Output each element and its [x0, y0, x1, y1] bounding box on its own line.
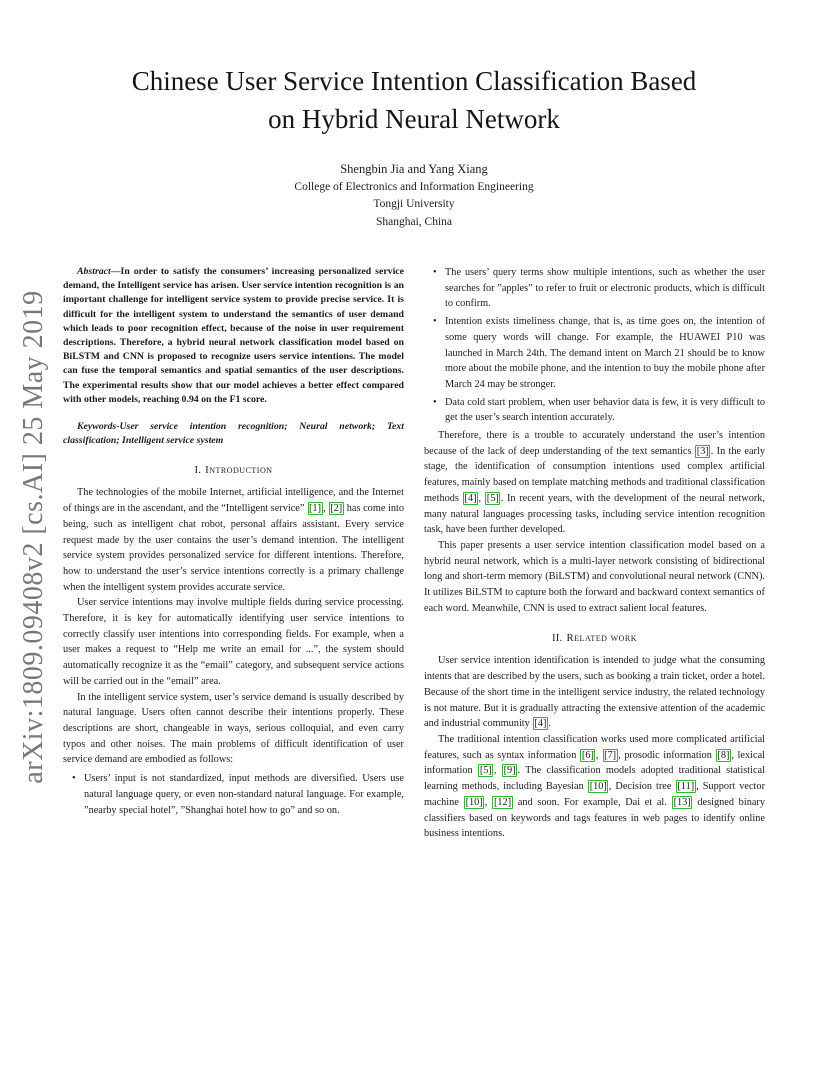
bullet-item: • Data cold start problem, when user behavior data is few, it is very difficult to get the user’s search intention accurately.: [445, 395, 765, 426]
citation-link[interactable]: [7]: [604, 749, 617, 761]
paragraph: The traditional intention classification works used more complicated artificial features, such as syntax information [6] , [7] , prosodic information [8] , lexical information [5] , [9] . The classification models adopted traditional statistical learning methods, including Bayesian [10] , Decision tree [11] , Support vector machine [10] , [12] and soon. For example, Dai et al. [13] designed binary classifiers based on keywords and tags features in web pages to identify online business intentions.: [424, 733, 765, 840]
citation-link[interactable]: [4]: [534, 718, 547, 730]
section-number: II.: [551, 632, 563, 645]
left-column: [63, 265, 404, 842]
citation-link[interactable]: [10]: [465, 796, 483, 808]
bullet-list: [424, 265, 765, 426]
section-heading-introduction: [63, 464, 404, 476]
citation-link[interactable]: [1]: [309, 503, 322, 515]
affiliation-city: Shanghai, China: [375, 215, 453, 228]
citation-link[interactable]: [6]: [581, 749, 594, 761]
section-heading-related-work: [424, 632, 765, 644]
bullet-item: • The users’ query terms show multiple intentions, such as whether the user searches for ”apples” to refer to fruit or electronic products, which is difficult to confirm.: [445, 265, 765, 312]
citation-link[interactable]: [11]: [677, 781, 695, 793]
right-column: [424, 265, 765, 842]
paragraph: User service intentions may involve multiple fields during service processing. Therefore, it is key for automatically identifying user service intentions to correctly classify user intentions into corresponding fields. For example, when a user makes a request to “Help me write an email for ...”, the system should automatically recognize it as the “email” category, and subsequent service actions will be carried out in the “email” area.: [63, 597, 404, 687]
citation-link[interactable]: [8]: [717, 749, 730, 761]
abstract-paragraph: Abstract—In order to satisfy the consumers’ increasing personalized service demand, the Intelligent service has arisen. User service intention recognition is an important challenge for intelligent service system to provide precise service. It is difficult for the intelligent system to understand the semantics of user demand which leads to poor recognition effect, because of the noise in user requirement descriptions. Therefore, a hybrid neural network classification model based on BiLSTM and CNN is proposed to recognize users service intentions. The model can fuse the temporal semantics and spatial semantics of the user descriptions. The experimental results show that our model achieves a better effect compared with other models, reaching 0.94 on the F1 score.: [63, 266, 404, 405]
affiliation-university: Tongji University: [373, 198, 455, 210]
paragraph: Therefore, there is a trouble to accurately understand the user’s intention because of the lack of deep understanding of the text semantics [3] . In the early stage, the identification of consumption intentions used complex artificial features, mainly based on template matching methods and traditional classification methods [4] , [5] . In recent years, with the development of the neural network, many natural languages processing tasks, including service intention recognition task, have been further developed.: [424, 430, 765, 536]
title-block: [0, 62, 828, 138]
paragraph: In the intelligent service system, user’s service demand is usually described by natural language. Users often cannot describe their intentions properly. These descriptions are short, changeable in ways, serious colloquial, and even carry typos and other noises. The main problems of difficult identification of user service demand are embodied as follows:: [63, 691, 404, 766]
bullet-item: • Users’ input is not standardized, input methods are diversified. Users use natural language query, or even non-standard natural language. For example, ”nearby special hotel”, ”Shanghai hotel how to go” and so on.: [84, 771, 404, 818]
section-number: I.: [194, 464, 202, 477]
bullet-list: [63, 771, 404, 818]
paragraph: The technologies of the mobile Internet, artificial intelligence, and the Internet of things are in the ascendant, and the “Intelligent service” [1] , [2] has come into being, such as intelligent chat robot, personal affairs assistant. Every service request made by the user contains the user’s demand intention. The intelligent service system provides personalized service for different intentions. Therefore, how to understand the user’s service intentions correctly is a primary challenge when the intelligent system provides accurate service.: [63, 487, 405, 593]
citation-link[interactable]: [9]: [503, 765, 516, 777]
section-title: Related work: [566, 632, 638, 645]
section-title: Introduction: [205, 464, 273, 477]
affiliation-college: College of Electronics and Information Engineering: [294, 180, 534, 193]
authors-line: Shengbin Jia and Yang Xiang: [340, 162, 488, 176]
keywords-paragraph: Keywords-User service intention recognition; Neural network; Text classification; Intelligent service system: [63, 421, 404, 447]
authors-block: [0, 161, 828, 231]
paper-title-line-1: Chinese User Service Intention Classification Based: [131, 66, 697, 96]
arxiv-watermark: arXiv:1809.09408v2 [cs.AI] 25 May 2019: [18, 290, 49, 784]
paper-title-line-2: on Hybrid Neural Network: [268, 104, 560, 134]
citation-link[interactable]: [3]: [696, 445, 709, 457]
citation-link[interactable]: [2]: [330, 503, 343, 515]
citation-link[interactable]: [4]: [464, 492, 477, 504]
bullet-item: • Intention exists timeliness change, that is, as time goes on, the intention of some query words will change. For example, the HUAWEI P10 was launched in March 24th. The demand intent on March 21 should be to know more about the mobile phone, and the intention to buy the mobile phone after March 24 may be stronger.: [445, 314, 765, 393]
paragraph: User service intention identification is intended to judge what the consuming intents that are described by the users, such as booking a train ticket, order a hotel. Because of the short time in the intelligent service industry, the related technology is not mature. But it is gradually attracting the extensive attention of the academic and industrial community [4] .: [424, 655, 765, 730]
citation-link[interactable]: [10]: [589, 781, 607, 793]
citation-link[interactable]: [5]: [486, 492, 499, 504]
citation-link[interactable]: [12]: [493, 796, 512, 808]
paragraph: This paper presents a user service intention classification model based on a hybrid neural network, which is a multi-layer network consisting of bidirectional long and short-term memory (BiLSTM) and convolutional neural network (CNN). It utilizes BiLSTM to capture both the forward and backward context semantics of each word. Meanwhile, CNN is used to extract salient local features.: [424, 539, 765, 614]
citation-link[interactable]: [5]: [479, 765, 492, 777]
two-column-body: [0, 265, 828, 842]
citation-link[interactable]: [13]: [673, 796, 691, 808]
abstract-label: Abstract: [77, 266, 111, 277]
